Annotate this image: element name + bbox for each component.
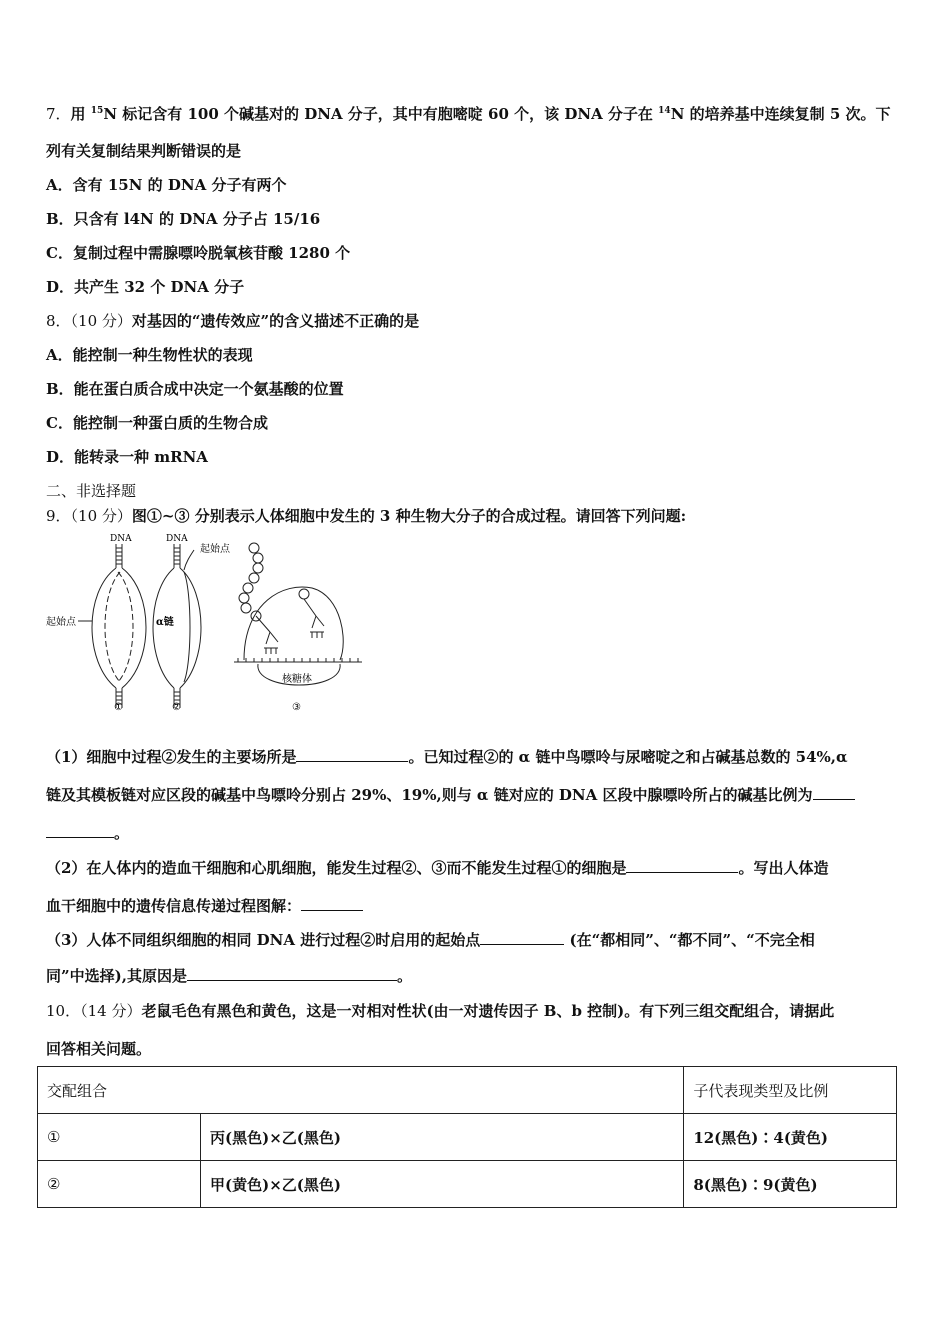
answer-blank[interactable] bbox=[301, 896, 363, 911]
q9-part3-line2: 同”中选择),其原因是 。 bbox=[46, 967, 412, 985]
q10-stem-line2: 回答相关问题。 bbox=[46, 1040, 152, 1058]
fig-label-1: ① bbox=[114, 702, 123, 712]
q7-option-d: D．共产生 32 个 DNA 分子 bbox=[46, 278, 245, 296]
table-row bbox=[38, 1114, 897, 1161]
fig-dna-label-2: DNA bbox=[166, 534, 188, 544]
answer-blank[interactable] bbox=[296, 747, 408, 762]
q8-stem: 8．（10 分）对基因的“遗传效应”的含义描述不正确的是 bbox=[46, 312, 420, 330]
answer-blank[interactable] bbox=[813, 785, 855, 800]
answer-blank[interactable] bbox=[46, 823, 114, 838]
table-cell: 甲(黄色)×乙(黑色) bbox=[201, 1161, 684, 1208]
answer-blank[interactable] bbox=[480, 930, 564, 945]
q8-option-b: B．能在蛋白质合成中决定一个氨基酸的位置 bbox=[46, 380, 344, 398]
fig-ribosome-label: 核糖体 bbox=[282, 674, 312, 685]
q9-part1-line3: 。 bbox=[46, 822, 129, 843]
table-header-row bbox=[38, 1067, 897, 1114]
q8-option-a: A．能控制一种生物性状的表现 bbox=[46, 346, 253, 364]
answer-blank[interactable] bbox=[187, 966, 397, 981]
table-cell: 丙(黑色)×乙(黑色) bbox=[201, 1114, 684, 1161]
fig-label-3: ③ bbox=[292, 702, 301, 712]
q8-option-d: D．能转录一种 mRNA bbox=[46, 448, 208, 466]
q9-part1-line2: 链及其模板链对应区段的碱基中鸟嘌呤分别占 29%、19%,则与 α 链对应的 DNA 区段中腺嘌呤所占的碱基比例为 bbox=[46, 784, 855, 805]
table-cell: ② bbox=[38, 1161, 201, 1208]
q9-stem: 9．（10 分）图①~③ 分别表示人体细胞中发生的 3 种生物大分子的合成过程。请回答下列问题: bbox=[46, 507, 687, 525]
q7-stem-line1: 7．用 $^{15}$N 标记含有 100 个碱基对的 DNA 分子，其中有胞嘧啶 60 个，该 DNA 分子在 $^{14}$N 的培养基中连续复制 5 次。下 bbox=[46, 105, 891, 123]
fig-dna-label-1: DNA bbox=[110, 534, 132, 544]
q8-option-c: C．能控制一种蛋白质的生物合成 bbox=[46, 414, 268, 432]
fig1-dna-strand bbox=[92, 544, 146, 708]
q9-part3-line1: （3）人体不同组织细胞的相同 DNA 进行过程②时启用的起始点 (在“都相同”、“都不同”、“不完全相 bbox=[46, 931, 815, 949]
fig-start-point-top: 起始点 bbox=[200, 544, 230, 555]
q7-stem-line2: 列有关复制结果判断错误的是 bbox=[46, 142, 242, 160]
q10-cross-table bbox=[37, 1066, 897, 1208]
table-cell: 8(黑色)∶9(黄色) bbox=[684, 1161, 897, 1208]
fig-label-2: ② bbox=[172, 702, 181, 712]
table-header-cell: 子代表现类型及比例 bbox=[684, 1067, 897, 1114]
q7-option-c: C．复制过程中需腺嘌呤脱氧核苷酸 1280 个 bbox=[46, 244, 351, 262]
answer-blank[interactable] bbox=[626, 858, 738, 873]
fig-start-point-left: 起始点 bbox=[46, 617, 76, 628]
section-heading: 二、非选择题 bbox=[46, 482, 137, 500]
q9-part2-line1: （2）在人体内的造血干细胞和心肌细胞，能发生过程②、③而不能发生过程①的细胞是 。写出人体造 bbox=[46, 859, 829, 877]
q10-stem-line1: 10．（14 分）老鼠毛色有黑色和黄色，这是一对相对性状(由一对遗传因子 B、b 控制)。有下列三组交配组合，请据此 bbox=[46, 1002, 835, 1020]
q7-number: 7． bbox=[46, 105, 71, 123]
fig-alpha-chain: α链 bbox=[156, 617, 174, 628]
q9-part2-line2: 血干细胞中的遗传信息传递过程图解： bbox=[46, 895, 363, 916]
q9-part1-line1: （1）细胞中过程②发生的主要场所是 。已知过程②的 α 链中鸟嘌呤与尿嘧啶之和占碱基总数的 54%,α bbox=[46, 748, 848, 766]
q7-option-a: A．含有 15N 的 DNA 分子有两个 bbox=[46, 176, 287, 194]
table-cell: 12(黑色)∶4(黄色) bbox=[684, 1114, 897, 1161]
q9-figure bbox=[44, 532, 364, 712]
table-cell: ① bbox=[38, 1114, 201, 1161]
q7-option-b: B．只含有 l4N 的 DNA 分子占 15/16 bbox=[46, 210, 321, 228]
fig3-ribosome bbox=[234, 543, 362, 685]
table-row bbox=[38, 1161, 897, 1208]
table-header-cell: 交配组合 bbox=[38, 1067, 684, 1114]
